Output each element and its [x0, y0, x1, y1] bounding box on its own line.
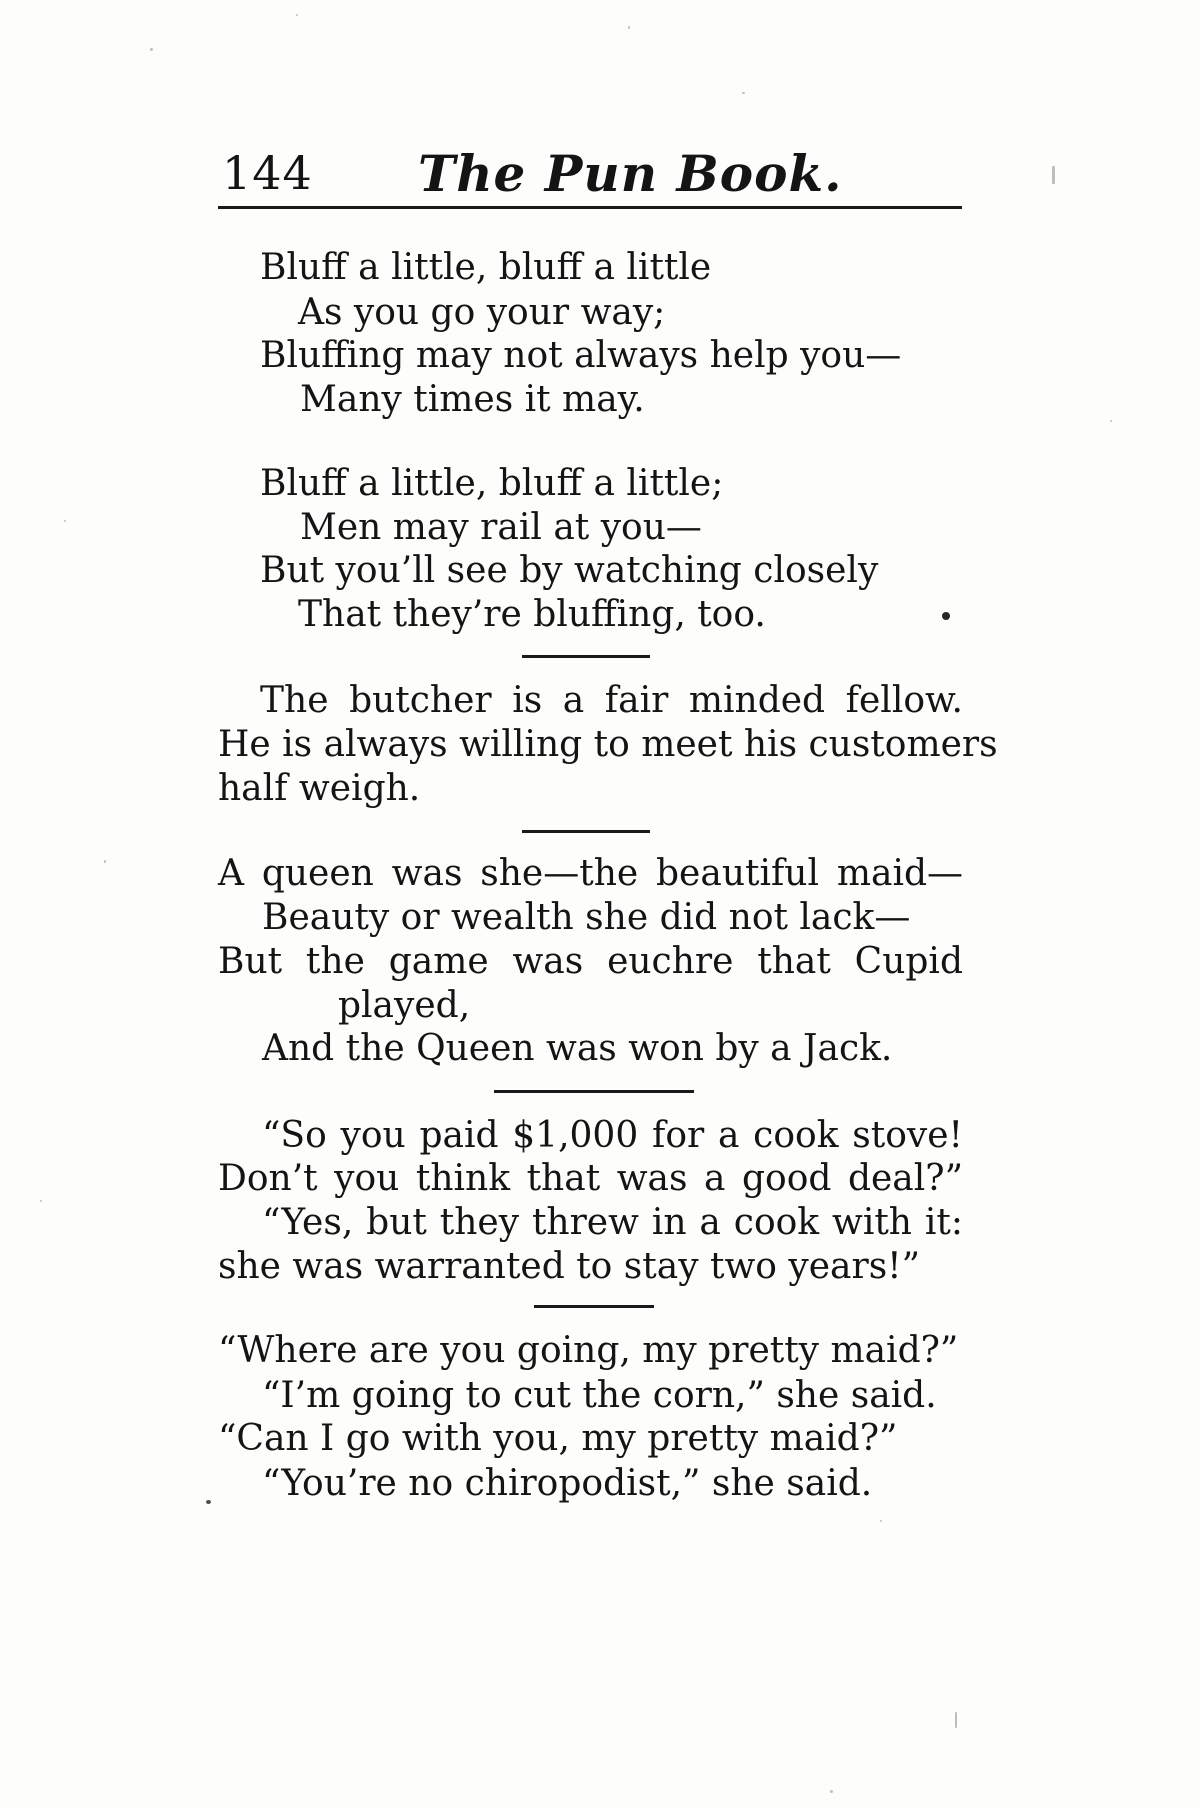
- verse-line: “Can I go with you, my pretty maid?”: [218, 1418, 898, 1459]
- section-separator: [522, 830, 650, 833]
- scan-speck: [40, 1200, 42, 1202]
- poem-line: And the Queen was won by a Jack.: [262, 1028, 893, 1069]
- scan-speck: [150, 48, 153, 51]
- poem-line: Men may rail at you—: [300, 507, 702, 548]
- prose-line: “So you paid $1,000 for a cook stove!: [262, 1115, 963, 1156]
- scan-speck: [942, 612, 950, 620]
- scan-speck: [104, 860, 106, 863]
- prose-line: He is always willing to meet his customers: [218, 724, 998, 765]
- header-rule: [218, 206, 962, 209]
- scan-speck: [64, 520, 66, 522]
- scan-speck: [1110, 420, 1112, 422]
- page-number: 144: [222, 146, 313, 200]
- poem-line: But the game was euchre that Cupid: [218, 941, 963, 982]
- section-separator: [522, 655, 650, 658]
- scan-speck: [880, 1520, 882, 1522]
- prose-line: half weigh.: [218, 768, 421, 809]
- scan-speck: [1052, 166, 1055, 184]
- prose-line: Don’t you think that was a good deal?”: [218, 1158, 963, 1199]
- verse-line: “I’m going to cut the corn,” she said.: [262, 1375, 937, 1416]
- prose-line: “Yes, but they threw in a cook with it:: [262, 1202, 963, 1243]
- poem-line: Bluff a little, bluff a little: [260, 247, 712, 288]
- scan-speck: [628, 26, 630, 29]
- verse-line: “You’re no chiropodist,” she said.: [262, 1463, 873, 1504]
- poem-line: Bluffing may not always help you—: [260, 335, 902, 376]
- prose-line: she was warranted to stay two years!”: [218, 1246, 921, 1287]
- scan-speck: [742, 92, 745, 94]
- section-separator: [534, 1305, 654, 1308]
- scan-speck: [206, 1500, 211, 1504]
- verse-line: “Where are you going, my pretty maid?”: [218, 1330, 959, 1371]
- running-title: The Pun Book.: [418, 144, 843, 203]
- poem-line: played,: [338, 985, 471, 1026]
- poem-line: As you go your way;: [298, 292, 666, 333]
- section-separator: [494, 1090, 694, 1093]
- prose-line: The butcher is a fair minded fellow.: [260, 680, 963, 721]
- page-header: [218, 140, 958, 210]
- scan-speck: [955, 1712, 957, 1728]
- poem-line: That they’re bluffing, too.: [298, 594, 766, 635]
- poem-line: Bluff a little, bluff a little;: [260, 463, 724, 504]
- poem-line: Beauty or wealth she did not lack—: [262, 897, 911, 938]
- poem-line: Many times it may.: [300, 379, 645, 420]
- scan-speck: [830, 1790, 833, 1793]
- scan-speck: [296, 14, 298, 16]
- poem-line: But you’ll see by watching closely: [260, 550, 879, 591]
- poem-line: A queen was she—the beautiful maid—: [218, 853, 963, 894]
